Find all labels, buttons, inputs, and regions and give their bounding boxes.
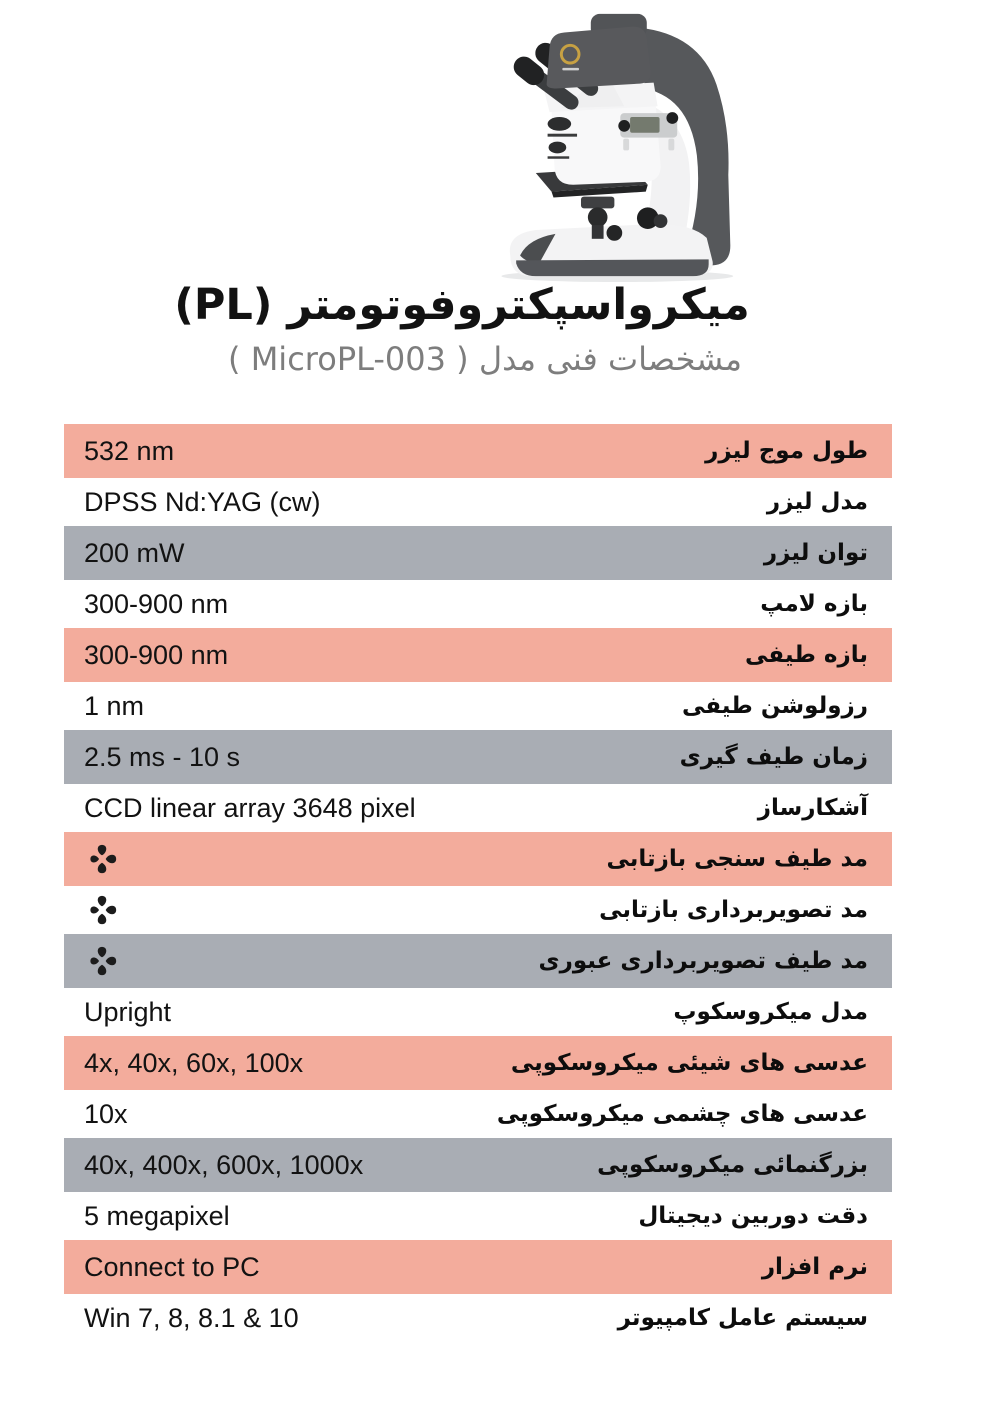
spec-row	[64, 1192, 892, 1240]
spec-row	[64, 988, 892, 1036]
spec-label: سیستم عامل کامپیوتر	[617, 1305, 868, 1331]
spec-value: 5 megapixel	[84, 1200, 230, 1231]
spec-value: 10x	[84, 1098, 128, 1129]
spec-value: 200 mW	[84, 537, 185, 568]
spec-row	[64, 1138, 892, 1192]
spec-row	[64, 424, 892, 478]
spec-label: بزرگنمائی میکروسکوپی	[597, 1152, 868, 1178]
four-petal-asterisk-icon	[84, 945, 120, 977]
spec-value: 40x, 400x, 600x, 1000x	[84, 1149, 364, 1180]
spec-row	[64, 478, 892, 526]
spec-row	[64, 1090, 892, 1138]
spec-label: دقت دوربین دیجیتال	[638, 1203, 868, 1229]
spec-row	[64, 934, 892, 988]
spec-value: 300-900 nm	[84, 588, 229, 619]
spec-value: Upright	[84, 996, 172, 1027]
spec-value: 2.5 ms - 10 s	[84, 741, 241, 772]
spec-row	[64, 832, 892, 886]
spec-row	[64, 580, 892, 628]
spec-row	[64, 628, 892, 682]
page-subtitle: مشخصات فنی مدل ( MicroPL-003 )	[228, 340, 742, 378]
spec-label: عدسی های چشمی میکروسکوپی	[496, 1101, 868, 1127]
spec-value: 4x, 40x, 60x, 100x	[84, 1047, 304, 1078]
spec-label: بازه طیفی	[745, 642, 868, 668]
microscope-illustration	[440, 8, 775, 283]
spec-label: آشکارساز	[757, 795, 868, 821]
spec-value: Connect to PC	[84, 1251, 260, 1282]
spec-label: توان لیزر	[763, 540, 868, 566]
spec-value: CCD linear array 3648 pixel	[84, 792, 416, 823]
spec-label: عدسی های شیئی میکروسکوپی	[510, 1050, 868, 1076]
spec-label: زمان طیف گیری	[679, 744, 868, 770]
spec-label: رزولوشن طیفی	[681, 693, 868, 719]
spec-value: 300-900 nm	[84, 639, 229, 670]
spec-row	[64, 682, 892, 730]
spec-row	[64, 886, 892, 934]
spec-value: 532 nm	[84, 435, 175, 466]
page-title: میکرواسپکتروفوتومتر (PL)	[174, 280, 750, 330]
spec-label: مد تصویربرداری بازتابی	[599, 897, 868, 923]
spec-label: نرم افزار	[761, 1254, 868, 1280]
four-petal-asterisk-icon	[84, 894, 120, 926]
spec-row	[64, 730, 892, 784]
spec-row	[64, 1294, 892, 1342]
spec-label: مدل میکروسکوپ	[673, 999, 868, 1025]
spec-row	[64, 526, 892, 580]
spec-value: 1 nm	[84, 690, 145, 721]
microscope-product-image	[440, 8, 775, 283]
spec-label: مدل لیزر	[766, 489, 868, 515]
spec-value: DPSS Nd:YAG (cw)	[84, 486, 321, 517]
spec-row	[64, 1036, 892, 1090]
spec-label: بازه لامپ	[760, 591, 868, 617]
spec-label: مد طیف تصویربرداری عبوری	[538, 948, 868, 974]
spec-table	[64, 424, 892, 1342]
spec-row	[64, 784, 892, 832]
spec-label: مد طیف سنجی بازتابی	[606, 846, 868, 872]
four-petal-asterisk-icon	[84, 843, 120, 875]
spec-row	[64, 1240, 892, 1294]
spec-label: طول موج لیزر	[705, 438, 868, 464]
spec-value: Win 7, 8, 8.1 & 10	[84, 1302, 299, 1333]
